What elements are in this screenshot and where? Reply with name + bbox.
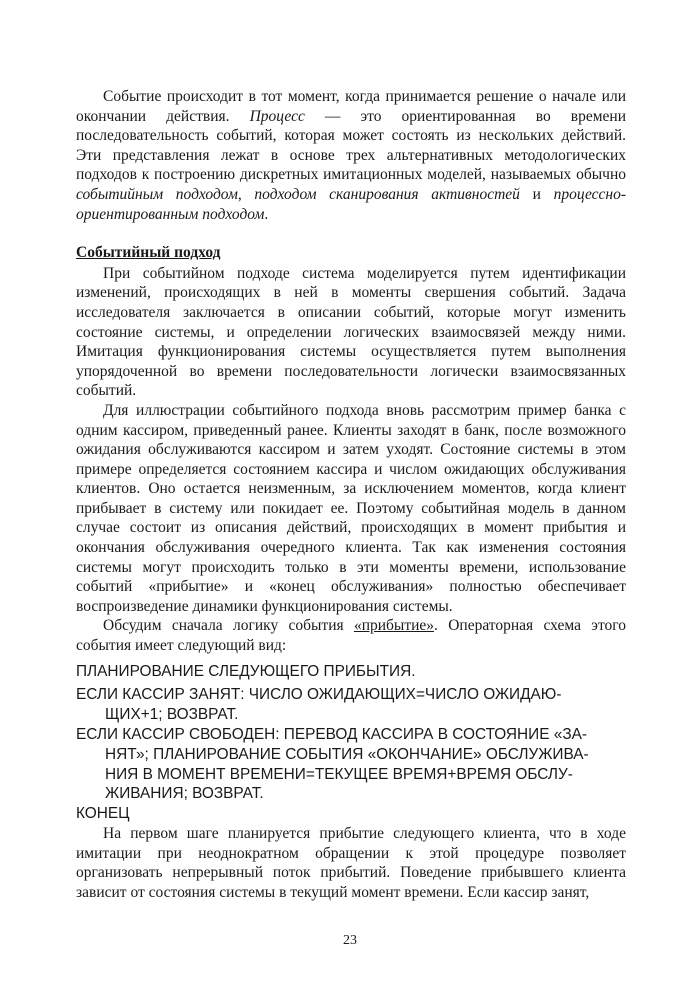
operator-line-schedule: ПЛАНИРОВАНИЕ СЛЕДУЮЩЕГО ПРИБЫТИЯ. — [76, 662, 416, 680]
operator-text: НЯТ»; ПЛАНИРОВАНИЕ СОБЫТИЯ «ОКОНЧАНИЕ» ОБСЛУЖИВА- — [105, 745, 589, 763]
text-run: — это ориентированная во времени последовательность событий, которая может состоять из нескольких действий. Эти представления лежат в основе трех альтернативных методологических подходов к построению дискретных имитационных моделей, называемых обычно — [76, 107, 626, 184]
operator-text: ЩИХ+1; ВОЗВРАТ. — [105, 706, 239, 724]
section-heading: Событийный подход — [76, 244, 221, 262]
paragraph-first-step: На первом шаге планируется прибытие следующего клиента, что в ходе имитации при неоднократном обращении к этой процедуре позволяет организовать непрерывный поток прибытий. Поведение прибывшего клиента зависит от состояния системы в текущий момент времени. Если кассир занят, — [76, 825, 626, 901]
term-activity-scanning: подходом сканирования активностей — [254, 185, 520, 203]
operator-text: ЖИВАНИЯ; ВОЗВРАТ. — [105, 785, 264, 803]
text-run: . — [264, 205, 269, 223]
page-number: 23 — [343, 933, 357, 948]
operator-line-end: КОНЕЦ — [76, 805, 130, 823]
text-run: Событие происходит в тот момент, когда принимается решение о начале или окончании действия. — [76, 88, 626, 125]
paragraph-intro — [76, 87, 626, 224]
text-run: , — [237, 185, 255, 203]
paragraph-arrival-logic — [76, 616, 626, 655]
term-arrival: «прибытие» — [353, 617, 435, 635]
operator-text: НИЯ В МОМЕНТ ВРЕМЕНИ=ТЕКУЩЕЕ ВРЕМЯ+ВРЕМЯ ОБСЛУ- — [105, 765, 573, 783]
term-process-oriented: процессно-ориентированным подходом — [76, 185, 626, 223]
operator-line-busy — [76, 685, 626, 725]
text-run: и — [519, 185, 554, 203]
paragraph-event-approach: При событийном подходе система моделируется путем идентификации изменений, происходящих в ней в моменты свершения событий. Задача исследователя заключается в описании событий, которые могут изменить состояние системы, и определении логических взаимосвязей между ними. Имитация функционирования системы осуществляется путем выполнения упорядоченной во времени последовательности логически взаимосвязанных событий. — [76, 264, 626, 400]
text-run: . Операторная схема этого события имеет следующий вид: — [76, 617, 626, 655]
paragraph-bank-example: Для иллюстрации событийного подхода вновь рассмотрим пример банка с одним кассиром, приведенный ранее. Клиенты заходят в банк, после возможного ожидания обслуживаются кассиром и затем уходят. Состояние системы в этом примере определяется состоянием кассира и числом ожидающих обслуживания клиентов. Оно остается неизменным, за исключением моментов, когда клиент прибывает в систему или покидает ее. Поэтому событийная модель в данном случае состоит из описания действий, происходящих в момент прибытия и окончания обслуживания очередного клиента. Так как изменения состояния системы могут происходить только в эти моменты времени, использование событий «прибытие» и «конец обслуживания» полностью обеспечивает воспроизведение динамики функционирования системы. — [76, 401, 626, 615]
document-page — [76, 87, 626, 902]
term-event-approach: событийным подходом — [76, 185, 238, 203]
operator-text: ЕСЛИ КАССИР СВОБОДЕН: ПЕРЕВОД КАССИРА В СОСТОЯНИЕ «ЗА- — [76, 726, 588, 744]
operator-line-free — [76, 725, 626, 804]
term-process: Процесс — [249, 107, 305, 125]
text-run: Обсудим сначала логику события — [103, 617, 354, 635]
operator-text: ЕСЛИ КАССИР ЗАНЯТ: ЧИСЛО ОЖИДАЮЩИХ=ЧИСЛО ОЖИДАЮ- — [76, 686, 562, 704]
